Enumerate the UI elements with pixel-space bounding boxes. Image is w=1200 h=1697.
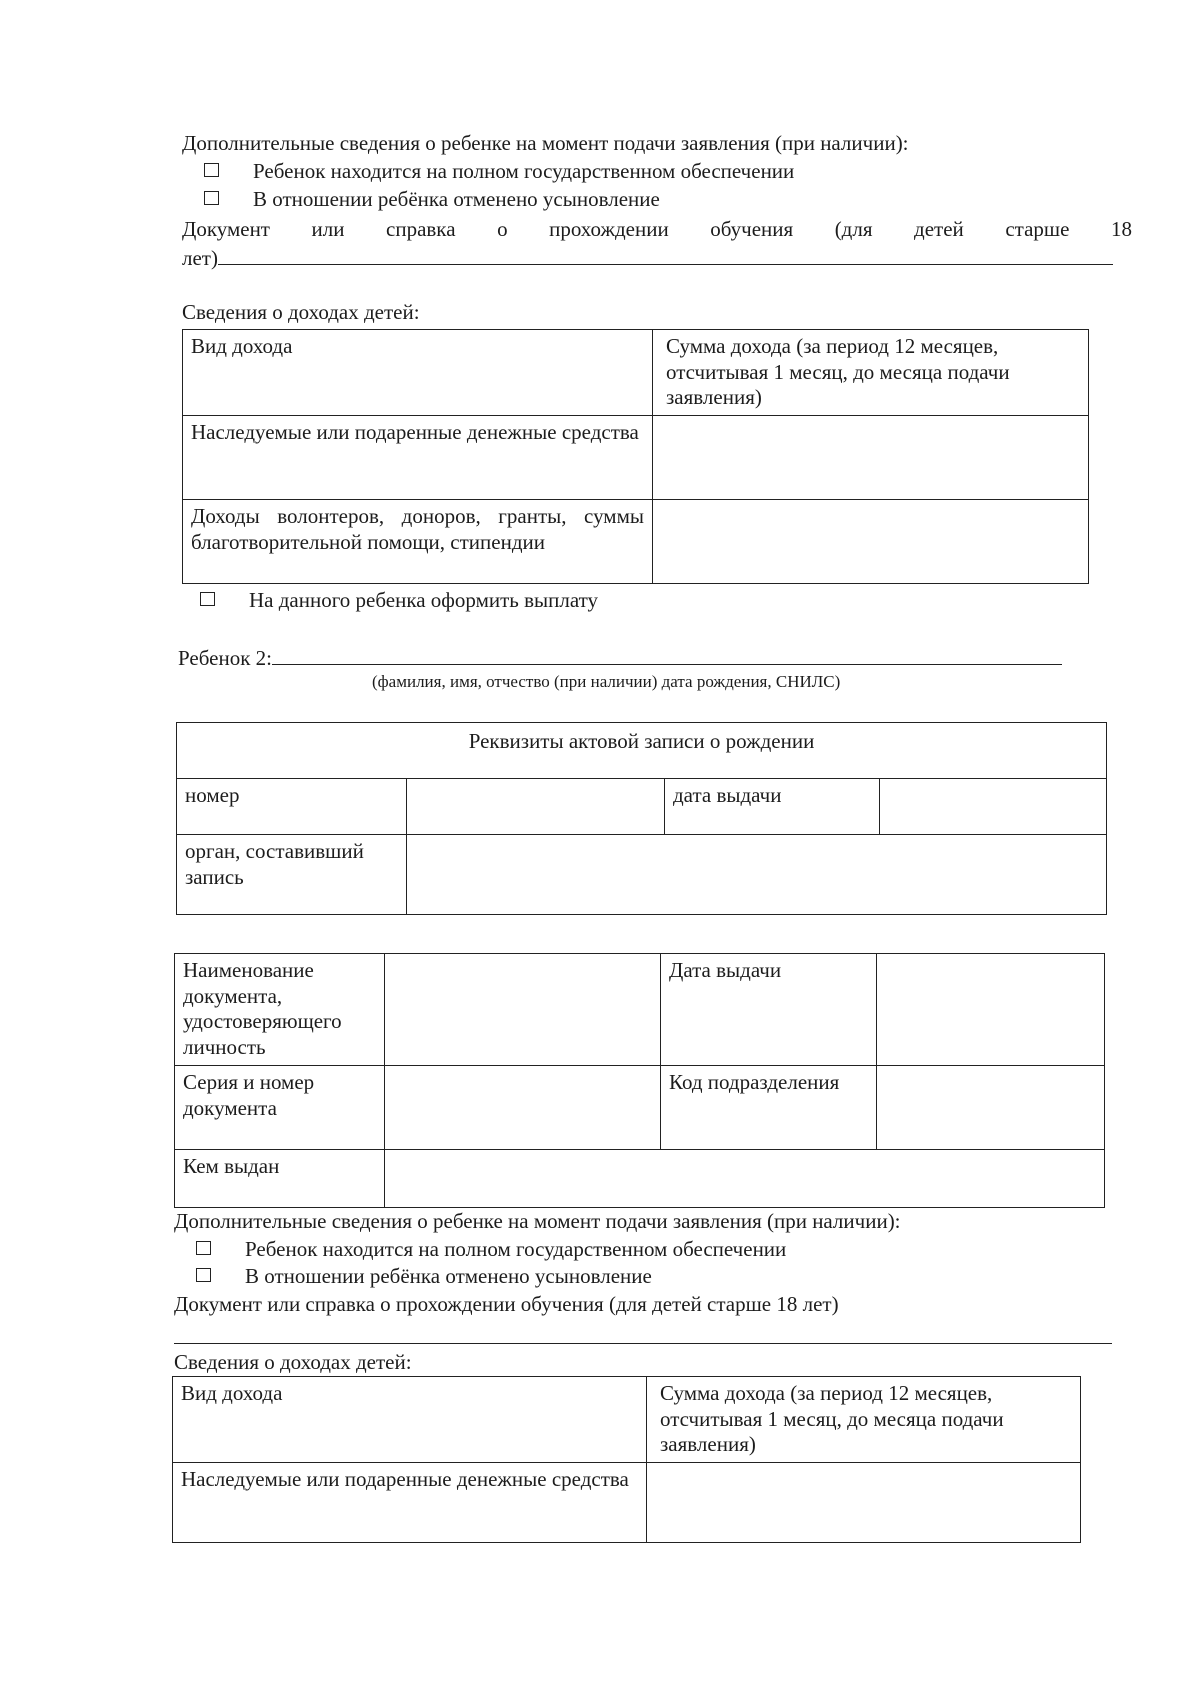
birth-record-date-value[interactable] — [880, 779, 1107, 835]
birth-record-number-value[interactable] — [407, 779, 665, 835]
child2-income-row1-value[interactable] — [647, 1463, 1081, 1543]
education-doc-line-end: лет) — [182, 244, 1113, 272]
checkbox-label: В отношении ребёнка отменено усыновление — [245, 1264, 652, 1288]
checkbox-label: Ребенок находится на полном государственном обеспечении — [253, 159, 795, 183]
child2-checkbox-row-state-support[interactable] — [196, 1237, 786, 1263]
child2-label-line — [178, 644, 1062, 672]
id-doc-name-value[interactable] — [385, 954, 661, 1066]
child2-checkbox-adoption-cancelled[interactable] — [196, 1268, 211, 1282]
birth-record-number-label: номер — [177, 779, 407, 835]
child2-name-blank[interactable] — [272, 644, 1062, 665]
income-col1-header: Вид дохода — [183, 330, 653, 416]
id-doc-series-value[interactable] — [385, 1066, 661, 1150]
id-doc-date-label: Дата выдачи — [661, 954, 877, 1066]
id-doc-code-value[interactable] — [877, 1066, 1105, 1150]
income-col2-header: Сумма дохода (за период 12 месяцев, отсчитывая 1 месяц, до месяца подачи заявления) — [653, 330, 1089, 416]
birth-record-table — [176, 722, 1107, 915]
income-table — [182, 329, 1089, 584]
payment-checkbox-label: На данного ребенка оформить выплату — [249, 588, 599, 612]
income-row1-label: Наследуемые или подаренные денежные средства — [183, 416, 653, 500]
birth-record-authority-label: орган, составивший запись — [177, 835, 407, 915]
child2-education-doc-blank[interactable] — [174, 1343, 1112, 1344]
checkbox-label: В отношении ребёнка отменено усыновление — [253, 187, 660, 211]
payment-checkbox-row[interactable] — [200, 588, 598, 614]
income-row2-value[interactable] — [653, 500, 1089, 584]
id-doc-series-label: Серия и номер документа — [175, 1066, 385, 1150]
birth-record-date-label: дата выдачи — [665, 779, 880, 835]
checkbox-state-support[interactable] — [204, 163, 219, 177]
checkbox-row-state-support[interactable] — [204, 159, 794, 185]
id-document-table — [174, 953, 1105, 1208]
child2-checkbox-state-support[interactable] — [196, 1241, 211, 1255]
child2-income-col2-header: Сумма дохода (за период 12 месяцев, отсчитывая 1 месяц, до месяца подачи заявления) — [647, 1377, 1081, 1463]
child2-income-row1-label: Наследуемые или подаренные денежные средства — [173, 1463, 647, 1543]
child2-label: Ребенок 2: — [178, 646, 272, 670]
income-row1-value[interactable] — [653, 416, 1089, 500]
additional-info-heading: Дополнительные сведения о ребенке на момент подачи заявления (при наличии): — [182, 131, 909, 155]
income-heading: Сведения о доходах детей: — [182, 300, 420, 324]
child2-checkbox-row-adoption-cancelled[interactable] — [196, 1264, 652, 1290]
checkbox-label: Ребенок находится на полном государственном обеспечении — [245, 1237, 787, 1261]
id-doc-issued-by-value[interactable] — [385, 1150, 1105, 1208]
birth-record-title: Реквизиты актовой записи о рождении — [177, 723, 1107, 779]
education-doc-line: Документ или справка о прохождении обучения (для детей старше 18 — [182, 217, 1132, 241]
child2-additional-info-heading: Дополнительные сведения о ребенке на момент подачи заявления (при наличии): — [174, 1209, 901, 1233]
child2-caption: (фамилия, имя, отчество (при наличии) дата рождения, СНИЛС) — [372, 672, 841, 691]
birth-record-authority-value[interactable] — [407, 835, 1107, 915]
child2-education-doc: Документ или справка о прохождении обучения (для детей старше 18 лет) — [174, 1292, 839, 1316]
child2-income-table — [172, 1376, 1081, 1543]
id-doc-code-label: Код подразделения — [661, 1066, 877, 1150]
payment-checkbox[interactable] — [200, 592, 215, 606]
child2-income-col1-header: Вид дохода — [173, 1377, 647, 1463]
id-doc-name-label: Наименование документа, удостоверяющего личность — [175, 954, 385, 1066]
id-doc-date-value[interactable] — [877, 954, 1105, 1066]
checkbox-adoption-cancelled[interactable] — [204, 191, 219, 205]
income-row2-label: Доходы волонтеров, доноров, гранты, суммы благотворительной помощи, стипендии — [183, 500, 653, 584]
education-doc-blank[interactable] — [218, 244, 1113, 265]
id-doc-issued-by-label: Кем выдан — [175, 1150, 385, 1208]
checkbox-row-adoption-cancelled[interactable] — [204, 187, 660, 213]
child2-income-heading: Сведения о доходах детей: — [174, 1350, 412, 1374]
